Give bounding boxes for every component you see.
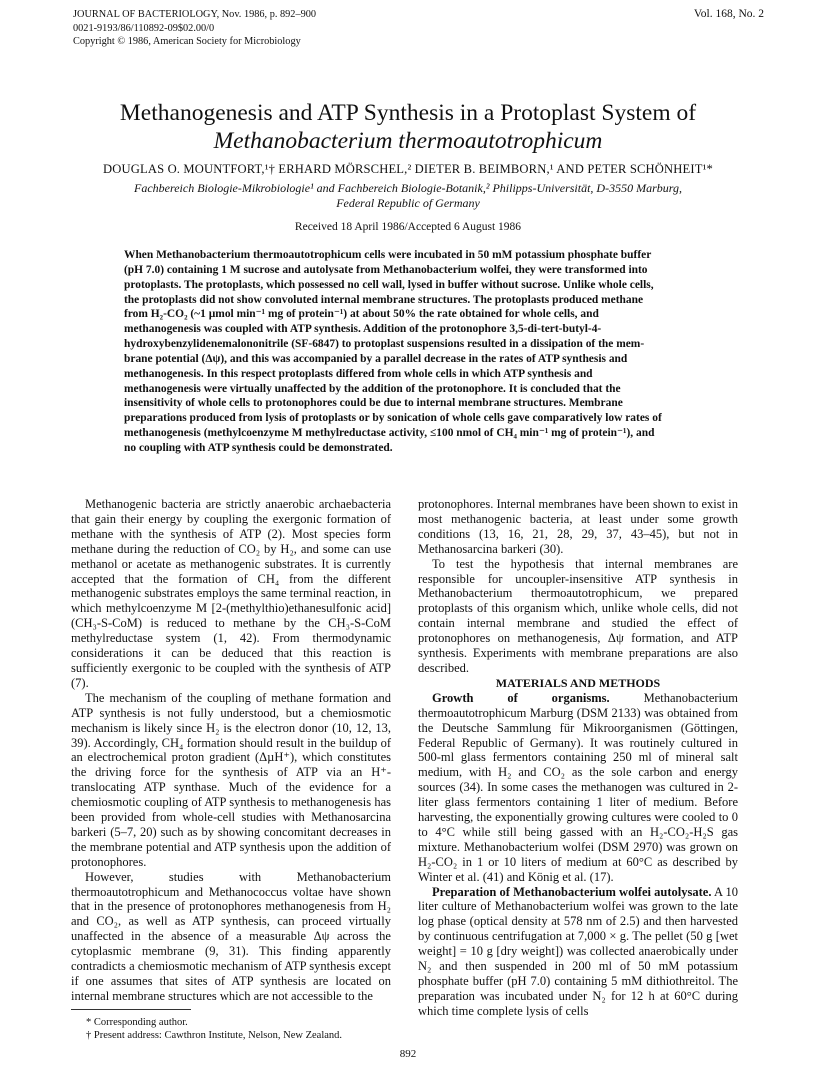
affiliation bbox=[40, 181, 776, 211]
intro-paragraph-continued: protonophores. Internal membranes have been shown to exist in most methanogenic bacteria, at least under some growth conditions (13, 16, 21, 28, 29, 37, 43–45), but not in Methanosarcina barkeri (30). bbox=[418, 497, 738, 556]
page-number: 892 bbox=[399, 1048, 417, 1060]
autolysate-body: A 10 liter culture of Methanobacterium wolfei was grown to the late log phase (optical density at 578 nm of 2.5) and then harvested by continuous centrifugation at 7,000 × g. The pellet (50 g [wet weight] = 10 g [dry weight]) was collected anaerobically under N₂ and then suspended in 200 ml of 50 mM potassium phosphate buffer (pH 7.0) containing 5 mM dithiothreitol. The preparation was incubated under N₂ for 12 h at 60°C during which time complete lysis of cells bbox=[418, 884, 738, 1018]
footnotes bbox=[86, 1016, 342, 1042]
run-in-heading-growth: Growth of organisms. bbox=[432, 690, 610, 705]
left-column bbox=[71, 497, 391, 1004]
abstract-line: methanogenesis (methylcoenzyme M methylreductase activity, ≤100 nmol of CH₄ min⁻¹ mg of protein⁻¹), and bbox=[124, 427, 655, 440]
intro-paragraph-4: To test the hypothesis that internal membranes are responsible for uncoupler-insensitive ATP synthesis in Methanobacterium thermoautotrophicum, we prepared protoplasts of this organism which, unlike whole cells, did not contain internal membrane and studied the effect of protonophores on methanogenesis, Δψ formation, and ATP synthesis. Experiments with membrane preparations are also described. bbox=[418, 556, 738, 675]
abstract-line: protoplasts. The protoplasts, which possessed no cell wall, lysed in buffer without sucrose. Unlike whole cells, bbox=[124, 278, 654, 291]
abstract-line: insensitivity of whole cells to protonophores could be due to internal membrane structures. Membrane bbox=[124, 397, 623, 410]
abstract-line: When Methanobacterium thermoautotrophicum cells were incubated in 50 mM potassium phosphate buffer bbox=[124, 249, 652, 261]
volume-number: Vol. 168, No. 2 bbox=[693, 8, 764, 20]
abstract bbox=[124, 248, 750, 456]
intro-paragraph-1: Methanogenic bacteria are strictly anaerobic archaebacteria that gain their energy by coupling the exergonic formation of methane with the synthesis of ATP (2). Most species form methane during the reduction of CO₂ by H₂, and some can use methanol or acetate as methanogenic substrates. It is currently accepted that the formation of CH₄ from the different methanogenic substrates employs the same terminal reaction, in which methylcoenzyme M [2-(methylthio)ethanesulfonic acid] (CH₃-S-CoM) is reduced to methane by the CH₃-S-CoM methylreductase system (1, 42). From thermodynamic considerations it can be deduced that this reaction is sufficiently exergonic to be coupled with the synthesis of ATP (7). bbox=[71, 497, 391, 690]
copyright-line: Copyright © 1986, American Society for Microbiology bbox=[73, 36, 301, 47]
abstract-line: methanogenesis. In this respect protoplasts differed from whole cells in which ATP synthesis and bbox=[124, 367, 593, 380]
abstract-line: hydroxybenzylidenemalononitrile (SF-6847) to protoplast suspensions resulted in a dissipation of the mem- bbox=[124, 338, 645, 351]
intro-paragraph-3: However, studies with Methanobacterium thermoautotrophicum and Methanococcus voltae have shown that in the presence of protonophores methanogenesis from H₂ and CO₂, as well as ATP synthesis, can proceed virtually unaffected in the absence of a measurable Δψ across the cytoplasmic membrane (9, 31). This finding apparently contradicts a chemiosmotic mechanism of ATP synthesis except if one assumes that sites of ATP synthesis are located on internal membrane structures which are not accessible to the bbox=[71, 869, 391, 1003]
title-line-1: Methanogenesis and ATP Synthesis in a Protoplast System of bbox=[119, 100, 697, 126]
running-header bbox=[73, 8, 764, 49]
abstract-line: methanogenesis were virtually unaffected by the addition of the protonophore. It is concluded that the bbox=[124, 382, 621, 395]
title-line-2: Methanobacterium thermoautotrophicum bbox=[213, 128, 603, 154]
footnote-present-address: † Present address: Cawthron Institute, Nelson, New Zealand. bbox=[86, 1030, 343, 1041]
right-column bbox=[418, 497, 738, 1019]
abstract-line: methanogenesis was coupled with ATP synthesis. Addition of the protonophore 3,5-di-tert-butyl-4- bbox=[124, 323, 602, 336]
abstract-line: no coupling with ATP synthesis could be demonstrated. bbox=[124, 441, 393, 454]
run-in-heading-autolysate: Preparation of Methanobacterium wolfei autolysate. bbox=[432, 884, 712, 899]
affiliation-line-1: Fachbereich Biologie-Mikrobiologie¹ and Fachbereich Biologie-Botanik,² Philipps-Universität, D-3550 Marburg, bbox=[134, 181, 682, 195]
journal-line: JOURNAL OF BACTERIOLOGY, Nov. 1986, p. 892–900 bbox=[73, 9, 317, 20]
abstract-line: preparations produced from lysis of protoplasts or by sonication of whole cells gave comparatively low rates of bbox=[124, 412, 662, 425]
section-heading-materials-methods: MATERIALS AND METHODS bbox=[495, 675, 661, 690]
abstract-line: brane potential (Δψ), and this was accompanied by a parallel decrease in the rates of ATP synthesis and bbox=[124, 352, 628, 365]
growth-body: Methanobacterium thermoautotrophicum Marburg (DSM 2133) was obtained from the Deutsche Sammlung für Mikroorganismen (Göttingen, Federal Republic of Germany). It was routinely cultured in 500-ml glass fermentors containing 250 ml of mineral salt medium, with H₂ and CO₂ as the sole carbon and energy sources (34). In some cases the methanogen was cultured in 2-liter glass fermentors containing 1 liter of medium. Before harvesting, the exponentially growing cultures were cooled to 0 to 4°C while still being gassed with an H₂-CO₂-H₂S gas mixture. Methanobacterium wolfei (DSM 2970) was grown on H₂-CO₂ in 1 or 10 liters of medium at 60°C as described by Winter et al. (41) and König et al. (17). bbox=[418, 690, 739, 884]
footnote-corresponding: * Corresponding author. bbox=[86, 1017, 188, 1028]
methods-paragraph-autolysate bbox=[418, 885, 738, 1019]
abstract-line: the protoplasts did not show convoluted internal membrane structures. The protoplasts produced methane bbox=[124, 293, 644, 306]
author-list: DOUGLAS O. MOUNTFORT,¹† ERHARD MÖRSCHEL,² DIETER B. BEIMBORN,¹ AND PETER SCHÖNHEIT¹* bbox=[103, 162, 713, 176]
methods-paragraph-growth bbox=[418, 691, 738, 885]
article-title bbox=[40, 99, 776, 155]
received-dates: Received 18 April 1986/Accepted 6 August 1986 bbox=[294, 221, 522, 233]
code-line: 0021-9193/86/110892-09$02.00/0 bbox=[73, 22, 215, 34]
intro-paragraph-2: The mechanism of the coupling of methane formation and ATP synthesis is not fully understood, but a chemiosmotic mechanism is likely since H₂ is the electron donor (10, 12, 13, 39). Accordingly, CH₄ formation should result in the buildup of an electrochemical proton gradient (ΔµH⁺), which constitutes the driving force for the synthesis of ATP via an H⁺-translocating ATP synthase. Much of the evidence for a chemiosmotic coupling of ATP synthesis to methanogenesis has been provided from whole-cell studies with Methanosarcina barkeri (5–7, 20) such as by showing concomitant decreases in the membrane potential and ATP synthesis upon the addition of protonophores. bbox=[71, 690, 391, 869]
affiliation-line-2: Federal Republic of Germany bbox=[336, 196, 480, 210]
abstract-line: (pH 7.0) containing 1 M sucrose and autolysate from Methanobacterium wolfei, they were transformed into bbox=[124, 263, 648, 276]
abstract-line: from H₂-CO₂ (~1 µmol min⁻¹ mg of protein⁻¹) at about 50% the rate obtained for whole cells, and bbox=[124, 308, 599, 321]
footnote-rule bbox=[71, 1009, 191, 1010]
